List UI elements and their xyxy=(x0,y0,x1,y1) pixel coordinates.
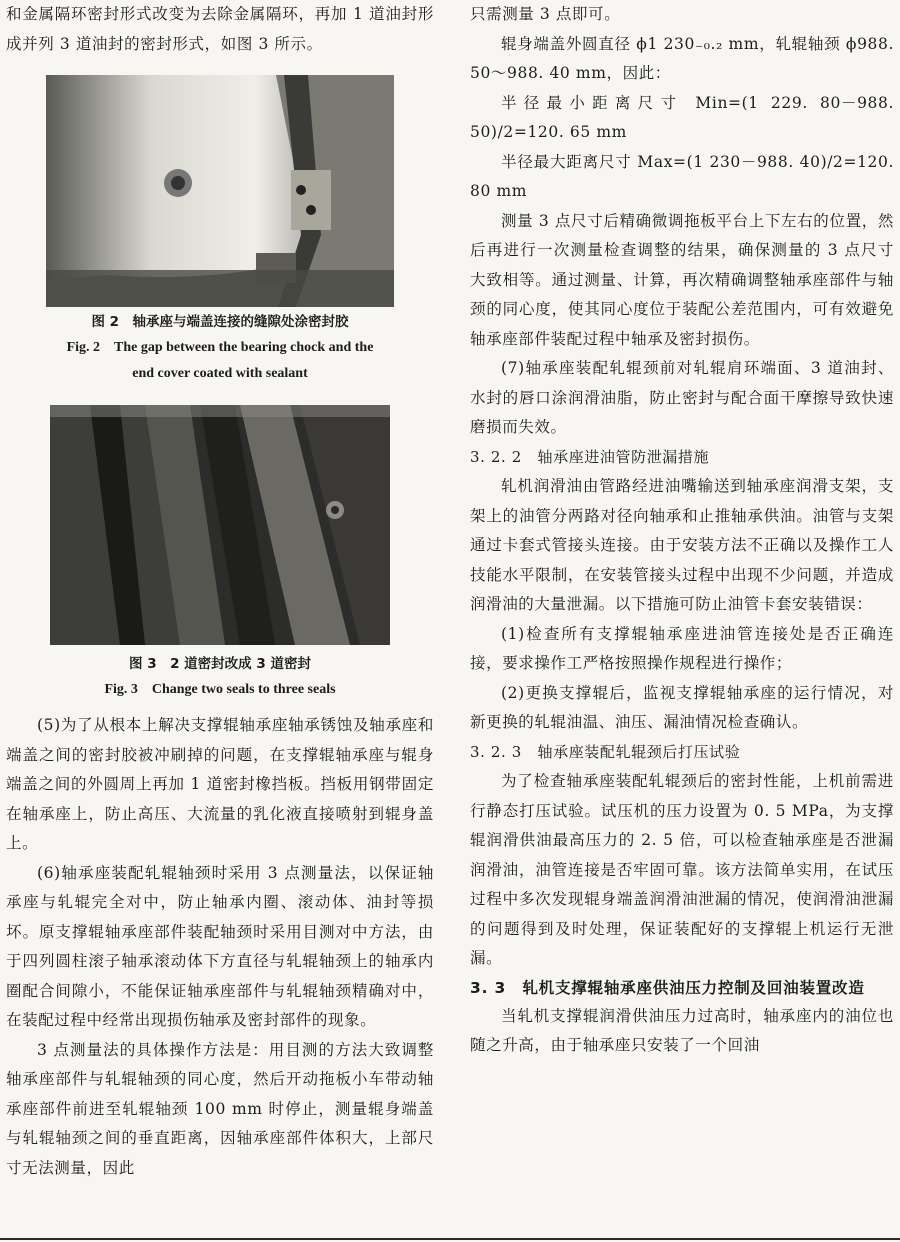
right-paragraph-1: 只需测量 3 点即可。 xyxy=(470,5,621,23)
bottom-rule xyxy=(0,1238,900,1240)
three-seals-photo xyxy=(50,405,390,645)
right-column xyxy=(470,0,894,1061)
right-paragraph-adjust: 测量 3 点尺寸后精确微调拖板平台上下左右的位置，然后再进行一次测量检查调整的结果，确保测量的 3 点尺寸大致相等。通过测量、计算，再次精确调整轴承座部件与轴颈的同心度，使其同心度位于装配公差范围内，可有效避免轴承座部件装配过程中轴承及密封损伤。 xyxy=(470,211,894,348)
list-item-2: (2)更换支撑辊后，监视支撑辊轴承座的运行情况，对新更换的轧辊油温、油压、漏油情况检查确认。 xyxy=(470,683,894,731)
section-heading-3-3: 3. 3 轧机支撑辊轴承座供油压力控制及回油装置改造 xyxy=(470,978,865,997)
figure-2-caption-en-line1: Fig. 2 The gap between the bearing chock and the xyxy=(66,340,374,355)
paragraph-5: (5)为了从根本上解决支撑辊轴承座轴承锈蚀及轴承座和端盖之间的密封胶被冲刷掉的问题，在支撑辊轴承座与辊身端盖之间的外圆周上再加 1 道密封橡挡板。挡板用钢带固定在轴承座上，防止高压、大流量的乳化液直接喷射到辊身盖上。 xyxy=(6,716,434,852)
figure-3-caption-en: Fig. 3 Change two seals to three seals xyxy=(104,682,336,697)
right-paragraph-pressure-test: 为了检查轴承座装配轧辊颈后的密封性能，上机前需进行静态打压试验。试压机的压力设置为 0. 5 MPa，为支撑辊润滑供油最高压力的 2. 5 倍，可以检查轴承座是否泄漏润滑油，油管连接是否牢固可靠。该方法简单实用，在试压过程中多次发现辊身端盖润滑油泄漏的情况，使润滑油泄漏的问题得到及时处理，保证装配好的支撑辊上机运行无泄漏。 xyxy=(470,772,894,967)
right-paragraph-diameter: 辊身端盖外圆直径 ϕ1 230₋₀.₂ mm，轧辊轴颈 ϕ988. 50～988. 40 mm，因此： xyxy=(470,34,894,82)
left-top-paragraph: 和金属隔环密封形式改变为去除金属隔环，再加 1 道油封形成并列 3 道油封的密封形式，如图 3 所示。 xyxy=(6,5,434,53)
paragraph-7: 3 点测量法的具体操作方法是：用目测的方法大致调整轴承座部件与轧辊轴颈的同心度，然后开动拖板小车带动轴承座部件前进至轧辊轴颈 100 mm 时停止，测量辊身端盖与轧辊轴颈之间的垂直距离，因轴承座部件体积大，上部尺寸无法测量，因此 xyxy=(6,1040,434,1177)
figure-2-photo xyxy=(46,75,394,307)
section-heading-3-2-2: 3. 2. 2 轴承座进油管防泄漏措施 xyxy=(470,447,710,466)
left-column xyxy=(6,0,434,1183)
formula-min-radius: 半径最小距离尺寸 Min=(1 229. 80－988. 50)/2=120. 65 mm xyxy=(470,93,894,141)
paragraph-7-lubricate: (7)轴承座装配轧辊颈前对轧辊肩环端面、3 道油封、水封的唇口涂润滑油脂，防止密封与配合面干摩擦导致快速磨损而失效。 xyxy=(470,359,894,436)
list-item-1: (1)检查所有支撑辊轴承座进油管连接处是否正确连接，要求操作工严格按照操作规程进行操作； xyxy=(470,624,894,672)
figure-2-caption-cn: 图 2 轴承座与端盖连接的缝隙处涂密封胶 xyxy=(91,314,349,330)
right-paragraph-oil-pipe: 轧机润滑油由管路经进油嘴输送到轴承座润滑支架，支架上的油管分两路对径向轴承和止推轴承供油。油管与支架通过卡套式管接头连接。由于安装方法不正确以及操作工人技能水平限制，在安装管接头过程中出现不少问题，并造成润滑油的大量泄漏。以下措施可防止油管卡套安装错误： xyxy=(470,477,894,613)
figure-2-caption-en-line2: end cover coated with sealant xyxy=(132,366,308,381)
paragraph-6: (6)轴承座装配轧辊轴颈时采用 3 点测量法，以保证轴承座与轧辊完全对中，防止轴承内圈、滚动体、油封等损坏。原支撑辊轴承座部件装配轴颈时采用目测对中方法，由于四列圆柱滚子轴承滚动体下方直径与轧辊轴颈上的轴承内圈配合间隙小，不能保证轴承座部件与轧辊轴颈精确对中，在装配过程中经常出现损伤轴承及密封部件的现象。 xyxy=(6,863,434,1029)
formula-max-radius: 半径最大距离尺寸 Max=(1 230－988. 40)/2=120. 80 mm xyxy=(470,152,894,200)
figure-3-caption-cn: 图 3 2 道密封改成 3 道密封 xyxy=(129,656,311,672)
figure-3-photo xyxy=(50,405,390,645)
right-paragraph-last: 当轧机支撑辊润滑供油压力过高时，轴承座内的油位也随之升高，由于轴承座只安装了一个回油 xyxy=(470,1006,894,1054)
bearing-chock-photo xyxy=(46,75,394,307)
section-heading-3-2-3: 3. 2. 3 轴承座装配轧辊颈后打压试验 xyxy=(470,742,741,761)
